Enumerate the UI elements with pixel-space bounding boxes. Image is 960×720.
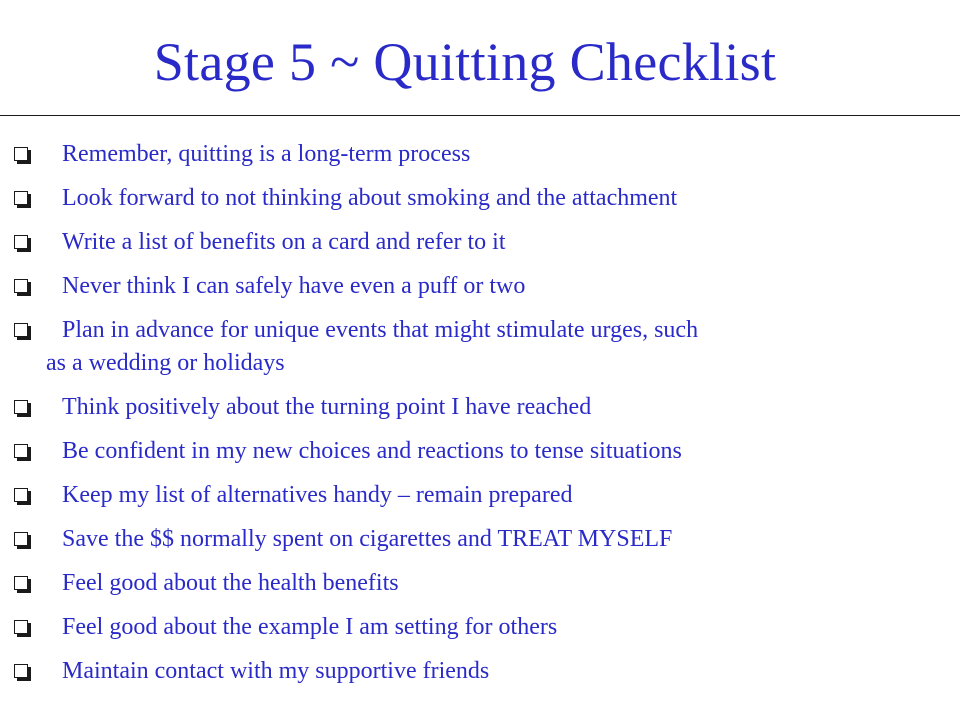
checkbox-icon — [14, 620, 28, 634]
checklist-item — [0, 391, 960, 424]
checklist-item — [0, 567, 960, 600]
checklist-item-text: Never think I can safely have even a puff or two — [62, 273, 526, 299]
checklist-item — [0, 655, 960, 688]
checklist-item-text: Think positively about the turning point I have reached — [62, 394, 592, 420]
checklist-item-text: Maintain contact with my supportive friends — [62, 658, 490, 684]
checklist-item — [0, 479, 960, 512]
checkbox-icon — [14, 235, 28, 249]
checkbox-icon — [14, 147, 28, 161]
checkbox-icon — [14, 279, 28, 293]
checklist-item-continuation: as a wedding or holidays — [46, 350, 285, 376]
checklist-item-text: Save the $$ normally spent on cigarettes and TREAT MYSELF — [62, 526, 673, 552]
checklist-item-text: Remember, quitting is a long-term process — [62, 141, 471, 167]
checklist-item — [0, 182, 960, 215]
checklist-item-text: Feel good about the health benefits — [62, 570, 399, 596]
checkbox-icon — [14, 664, 28, 678]
checklist-item-text: Write a list of benefits on a card and refer to it — [62, 229, 506, 255]
checkbox-icon — [14, 400, 28, 414]
checklist — [0, 138, 960, 699]
checklist-item — [0, 226, 960, 259]
checklist-item — [0, 314, 960, 380]
checkbox-icon — [14, 532, 28, 546]
checklist-item-text: Look forward to not thinking about smoking and the attachment — [62, 185, 678, 211]
checklist-item — [0, 270, 960, 303]
checklist-item — [0, 138, 960, 171]
checkbox-icon — [14, 444, 28, 458]
checklist-item-text: Plan in advance for unique events that might stimulate urges, such — [62, 317, 699, 343]
checklist-item-text: Be confident in my new choices and reactions to tense situations — [62, 438, 682, 464]
slide-title: Stage 5 ~ Quitting Checklist — [153, 32, 777, 92]
title-divider — [0, 115, 960, 116]
checkbox-icon — [14, 488, 28, 502]
checklist-item — [0, 523, 960, 556]
checklist-item — [0, 611, 960, 644]
checkbox-icon — [14, 191, 28, 205]
checklist-item-text: Feel good about the example I am setting for others — [62, 614, 558, 640]
checklist-item-text: Keep my list of alternatives handy – remain prepared — [62, 482, 573, 508]
checkbox-icon — [14, 576, 28, 590]
checkbox-icon — [14, 323, 28, 337]
checklist-item — [0, 435, 960, 468]
